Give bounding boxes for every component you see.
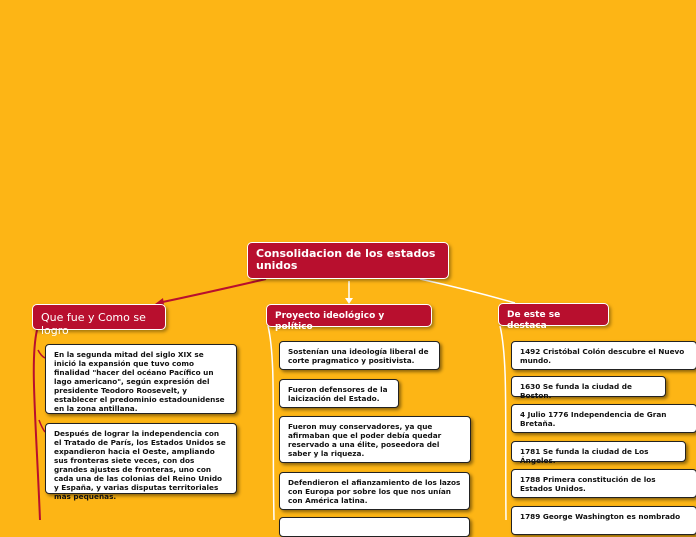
leaf-text: En la segunda mitad del siglo XIX se inició la expansión que tuvo como finalidad "hacer del océano Pacífico un lago americano", según expresión del presidente Teodoro Roosevelt, y establecer el predominio estadounidense en la zona antillana. <box>54 350 225 413</box>
leaf-text: Sostenían una ideología liberal de corte pragmatico y positivista. <box>288 347 429 365</box>
central-topic-label: Consolidacion de los estados unidos <box>256 247 436 272</box>
leaf-que-fue-1[interactable] <box>45 344 237 414</box>
leaf-proyecto-4[interactable] <box>279 472 470 510</box>
connector-branch3-children <box>500 326 506 520</box>
branch-label: De este se destaca <box>507 310 561 331</box>
branch-node-que-fue[interactable] <box>32 304 166 337</box>
central-topic-node[interactable] <box>247 242 449 279</box>
leaf-destaca-2[interactable] <box>511 376 666 400</box>
leaf-proyecto-3[interactable] <box>279 416 471 463</box>
connector-branch1-children <box>34 330 40 520</box>
branch-node-destaca[interactable] <box>498 303 609 331</box>
leaf-text: Fueron muy conservadores, ya que afirmaban que el poder debía quedar reservado a una élite, poseedora del saber y la riqueza. <box>288 422 442 458</box>
leaf-proyecto-2[interactable] <box>279 379 399 408</box>
connector-branch2-children <box>268 326 274 520</box>
leaf-text: Defendieron el afianzamiento de los lazos con Europa por sobre los que nos unían con América latina. <box>288 478 461 505</box>
leaf-text: Después de lograr la independencia con el Tratado de París, los Estados Unidos se expandieron hacia el Oeste, ampliando sus fronteras siete veces, con dos grandes ajustes de fronteras, uno con cada una de las colonias del Reino Unido y España, y varias disputas territoriales más pequeñas. <box>54 429 226 501</box>
leaf-proyecto-5-partial[interactable] <box>279 517 470 537</box>
leaf-text: 1788 Primera constitución de los Estados Unidos. <box>520 475 656 493</box>
branch-label: Proyecto ideológico y político <box>275 311 385 332</box>
leaf-text: 1781 Se funda la ciudad de Los Ángeles. <box>520 447 649 465</box>
leaf-destaca-5[interactable] <box>511 469 696 498</box>
leaf-text: 1492 Cristóbal Colón descubre el Nuevo mundo. <box>520 347 685 365</box>
branch-label: Que fue y Como se logro <box>41 311 146 337</box>
connector-branch1-child1 <box>38 350 45 358</box>
leaf-proyecto-1[interactable] <box>279 341 440 370</box>
leaf-destaca-6[interactable] <box>511 506 696 535</box>
branch-node-proyecto[interactable] <box>266 304 432 332</box>
leaf-destaca-4[interactable] <box>511 441 686 465</box>
leaf-destaca-1[interactable] <box>511 341 696 370</box>
leaf-destaca-3[interactable] <box>511 404 696 433</box>
connector-central-branch1 <box>158 279 266 303</box>
leaf-text: 1789 George Washington es nombrado <box>520 512 681 521</box>
leaf-que-fue-2[interactable] <box>45 423 237 501</box>
leaf-text: 4 Julio 1776 Independencia de Gran Bretaña. <box>520 410 667 428</box>
leaf-text: Fueron defensores de la laicización del Estado. <box>288 385 388 403</box>
connector-central-branch3 <box>420 279 515 303</box>
leaf-text: 1630 Se funda la ciudad de Boston. <box>520 382 632 400</box>
